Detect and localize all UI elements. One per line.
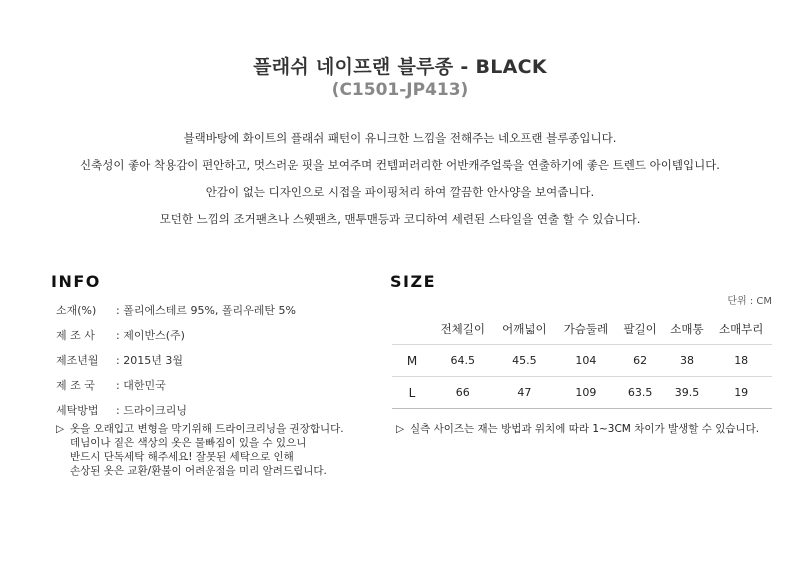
product-code: (C1501-JP413) <box>331 80 469 100</box>
column-header: 어깨넓이 <box>494 314 556 345</box>
care-note-line: 손상된 옷은 교환/환불이 어려운점을 미리 알려드립니다. <box>70 465 327 477</box>
size-table <box>392 314 772 409</box>
care-note-line: 데님이나 짙은 색상의 옷은 물빠짐이 있을 수 있으니 <box>70 437 307 449</box>
column-header: 소매통 <box>664 314 711 345</box>
size-label: L <box>392 377 432 409</box>
info-key: 세탁방법 <box>56 404 99 417</box>
size-label: M <box>392 345 432 377</box>
care-note-line: 반드시 단독세탁 해주세요! 잘못된 세탁으로 인해 <box>70 451 294 463</box>
description-line: 안감이 없는 디자인으로 시접을 파이핑처리 하여 깔끔한 안사양을 보여줍니다. <box>205 185 595 199</box>
info-heading: INFO <box>51 272 101 291</box>
table-cell: 19 <box>710 377 772 409</box>
info-row-manufacturer <box>56 327 185 343</box>
product-description <box>0 128 800 236</box>
table-cell: 62 <box>617 345 664 377</box>
triangle-icon: ▷ <box>56 423 65 435</box>
size-unit: 단위 : CM <box>727 296 772 307</box>
table-cell: 45.5 <box>494 345 556 377</box>
info-value: : 2015년 3월 <box>116 354 183 367</box>
info-key: 제 조 국 <box>56 379 95 392</box>
table-cell: 66 <box>432 377 494 409</box>
table-cell: 109 <box>555 377 617 409</box>
column-header: 가슴둘레 <box>555 314 617 345</box>
column-header <box>392 314 432 345</box>
size-note <box>396 421 759 436</box>
table-cell: 47 <box>494 377 556 409</box>
column-header: 소매부리 <box>710 314 772 345</box>
description-line: 모던한 느낌의 조거팬츠나 스웻팬츠, 맨투맨등과 코디하여 세련된 스타일을 연출 할 수 있습니다. <box>159 212 641 226</box>
size-table-header <box>392 314 772 345</box>
size-note-text: 실측 사이즈는 재는 방법과 위치에 따라 1~3CM 차이가 발생할 수 있습니다. <box>410 423 760 435</box>
product-title: 플래쉬 네이프랜 블루종 - BLACK <box>253 56 547 78</box>
column-header: 팔길이 <box>617 314 664 345</box>
table-cell: 104 <box>555 345 617 377</box>
info-key: 소재(%) <box>56 304 97 317</box>
info-row-washing <box>56 402 187 418</box>
info-value: : 제이반스(주) <box>116 329 185 342</box>
description-line: 블랙바탕에 화이트의 플래쉬 패턴이 유니크한 느낌을 전해주는 네오프랜 블루종입니다. <box>183 131 617 145</box>
table-cell: 39.5 <box>664 377 711 409</box>
care-note <box>56 422 344 478</box>
table-cell: 64.5 <box>432 345 494 377</box>
info-key: 제조년월 <box>56 354 99 367</box>
description-line: 신축성이 좋아 착용감이 편안하고, 멋스러운 핏을 보여주며 컨템퍼러리한 어반캐주얼룩을 연출하기에 좋은 트렌드 아이템입니다. <box>80 158 720 172</box>
table-cell: 63.5 <box>617 377 664 409</box>
info-value: : 대한민국 <box>116 379 166 392</box>
info-value: : 폴리에스테르 95%, 폴리우레탄 5% <box>116 304 296 317</box>
info-row-country <box>56 377 166 393</box>
triangle-icon: ▷ <box>396 423 405 435</box>
info-row-date <box>56 352 183 368</box>
care-note-line: 옷을 오래입고 변형을 막기위해 드라이크리닝을 권장합니다. <box>70 423 344 435</box>
column-header: 전체길이 <box>432 314 494 345</box>
info-value: : 드라이크리닝 <box>116 404 187 417</box>
info-row-material <box>56 302 296 318</box>
table-cell: 18 <box>710 345 772 377</box>
table-row <box>392 377 772 409</box>
info-key: 제 조 사 <box>56 329 95 342</box>
size-heading: SIZE <box>390 272 437 291</box>
table-row <box>392 345 772 377</box>
table-cell: 38 <box>664 345 711 377</box>
